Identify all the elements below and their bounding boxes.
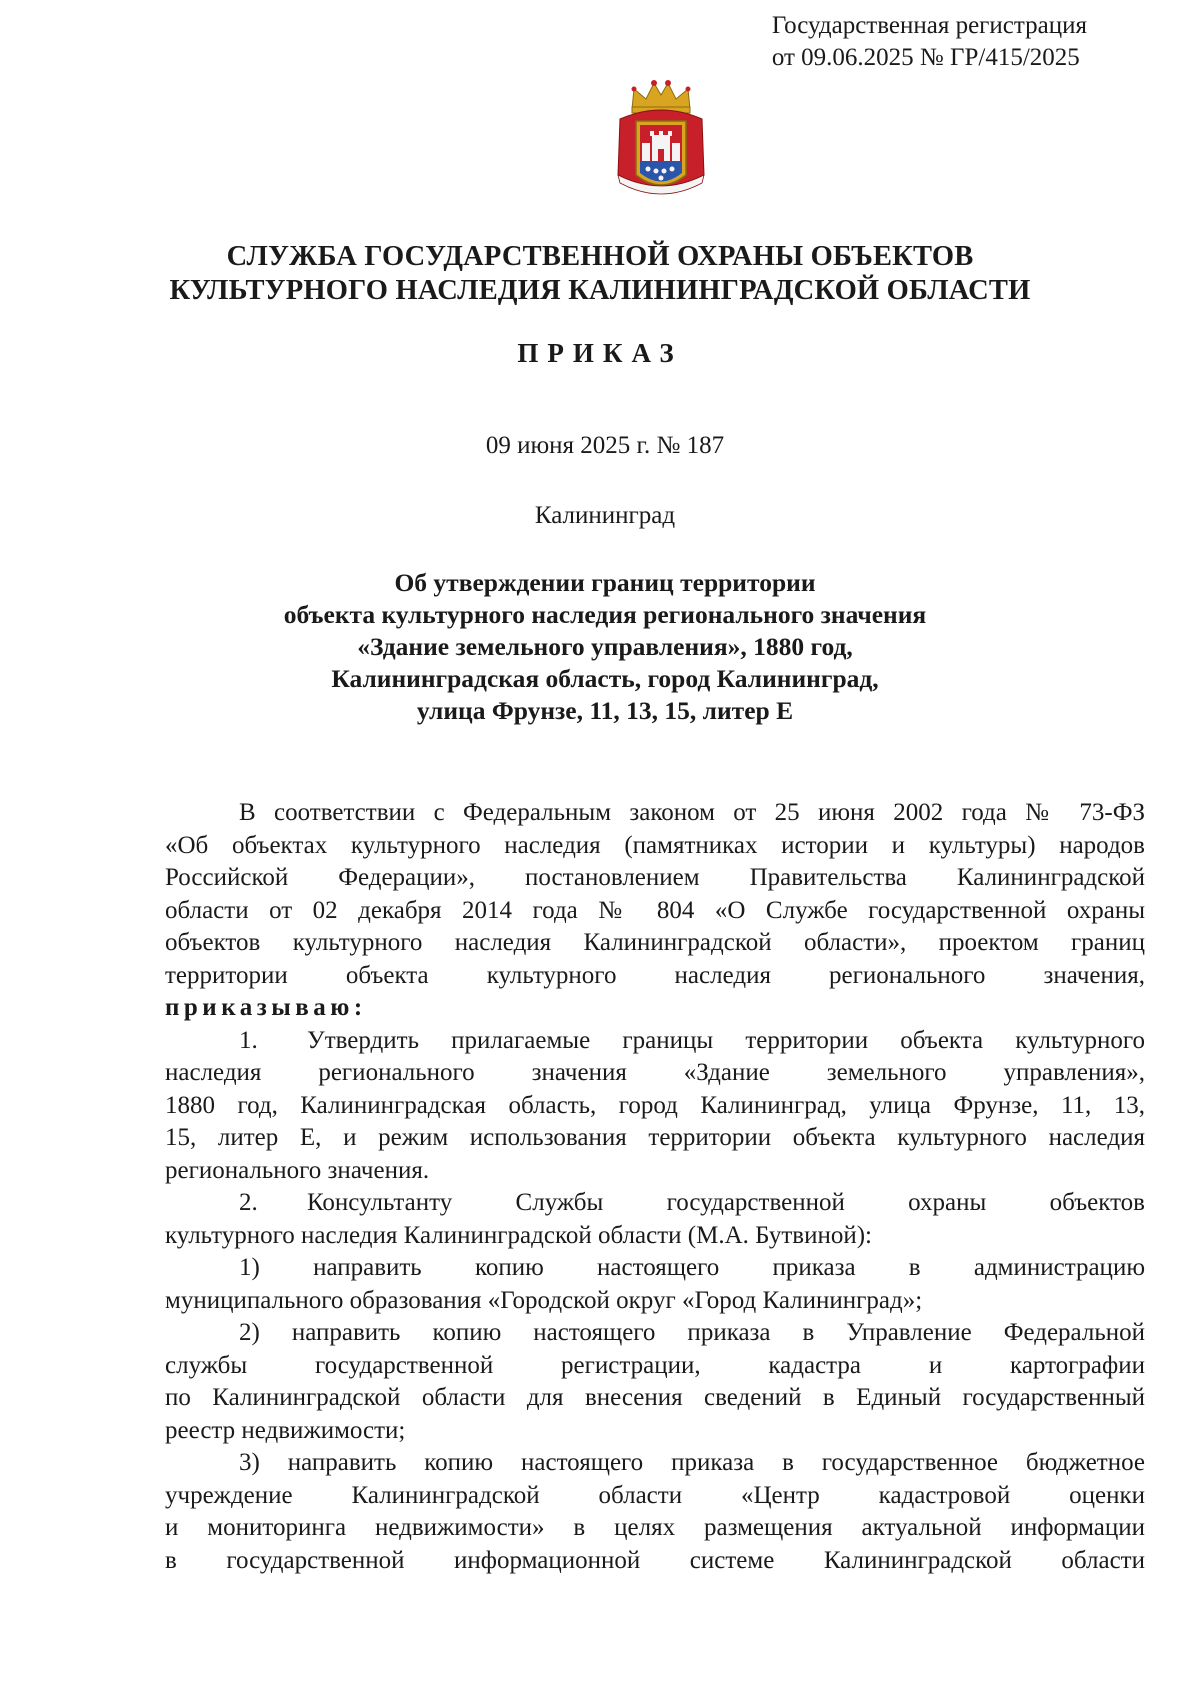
document-city: Калининград: [534, 502, 676, 529]
item-1-line: [165, 1025, 1145, 1058]
subject-line: Калининградская область, город Калининград,: [331, 664, 879, 693]
subitem-3-line: в государственной информационной системе Калининградской области: [165, 1546, 1145, 1574]
item-1-line: 15, литер Е, и режим использования территории объекта культурного наследия: [165, 1124, 1145, 1151]
subject-line: объекта культурного наследия регионального значения: [283, 600, 927, 629]
kaliningrad-coat-of-arms-icon: [614, 79, 708, 207]
subject-line: улица Фрунзе, 11, 13, 15, литер Е: [416, 696, 794, 725]
item-1-line: регионального значения.: [165, 1156, 430, 1184]
registration-line-1: Государственная регистрация: [771, 12, 1087, 39]
preamble-line: области от 02 декабря 2014 года № 804 «О Службе государственной охраны: [165, 896, 1145, 924]
subitem-3-line: учреждение Калининградской области «Центр кадастровой оценки: [165, 1481, 1145, 1509]
item-2-text: Консультанту Службы государственной охраны объектов: [307, 1189, 1145, 1216]
preamble-line: «Об объектах культурного наследия (памятниках истории и культуры) народов: [165, 831, 1145, 859]
subitem-2-line: 2) направить копию настоящего приказа в Управление Федеральной: [239, 1319, 1145, 1346]
subitem-3-line: и мониторинга недвижимости» в целях размещения актуальной информации: [165, 1514, 1145, 1541]
subitem-2-line: реестр недвижимости;: [165, 1416, 406, 1444]
subject-line: Об утверждении границ территории: [394, 568, 816, 597]
item-1-number: 1.: [239, 1026, 258, 1054]
preamble-line: Российской Федерации», постановлением Правительства Калининградской: [165, 864, 1145, 891]
order-word: [165, 992, 1145, 1025]
document-type: ПРИКАЗ: [517, 338, 683, 368]
item-1-line: наследия регионального значения «Здание земельного управления»,: [165, 1059, 1145, 1086]
registration-line-2: от 09.06.2025 № ГР/415/2025: [771, 44, 1080, 71]
organization-name: [0, 240, 1200, 308]
order-word-text: приказываю:: [165, 994, 367, 1021]
document-date-number: 09 июня 2025 г. № 187: [485, 432, 725, 459]
subitem-1-line: 1) направить копию настоящего приказа в администрацию: [239, 1254, 1145, 1281]
subitem-1-line: муниципального образования «Городской округ «Город Калининград»;: [165, 1286, 923, 1314]
state-registration-stamp: [772, 10, 1087, 74]
document-subject: [0, 567, 1200, 727]
organization-line-1: СЛУЖБА ГОСУДАРСТВЕННОЙ ОХРАНЫ ОБЪЕКТОВ: [226, 241, 974, 272]
organization-line-2: КУЛЬТУРНОГО НАСЛЕДИЯ КАЛИНИНГРАДСКОЙ ОБЛАСТИ: [169, 275, 1031, 306]
item-2-line: [165, 1187, 1145, 1220]
subitem-2-line: службы государственной регистрации, кадастра и картографии: [165, 1351, 1145, 1379]
item-1-text: Утвердить прилагаемые границы территории объекта культурного: [307, 1026, 1145, 1054]
preamble-line: территории объекта культурного наследия регионального значения,: [165, 961, 1145, 989]
subject-line: «Здание земельного управления», 1880 год,: [357, 632, 853, 661]
item-2-line: культурного наследия Калининградской области (М.А. Бутвиной):: [165, 1221, 873, 1249]
item-2-number: 2.: [239, 1189, 258, 1216]
preamble-line: объектов культурного наследия Калининградской области», проектом границ: [165, 929, 1145, 956]
item-1-line: 1880 год, Калининградская область, город Калининград, улица Фрунзе, 11, 13,: [165, 1091, 1145, 1119]
subitem-3-line: 3) направить копию настоящего приказа в государственное бюджетное: [239, 1449, 1145, 1476]
preamble-line: В соответствии с Федеральным законом от 25 июня 2002 года № 73-ФЗ: [239, 799, 1145, 826]
subitem-2-line: по Калининградской области для внесения сведений в Единый государственный: [165, 1384, 1145, 1411]
document-body: [165, 797, 1145, 1577]
